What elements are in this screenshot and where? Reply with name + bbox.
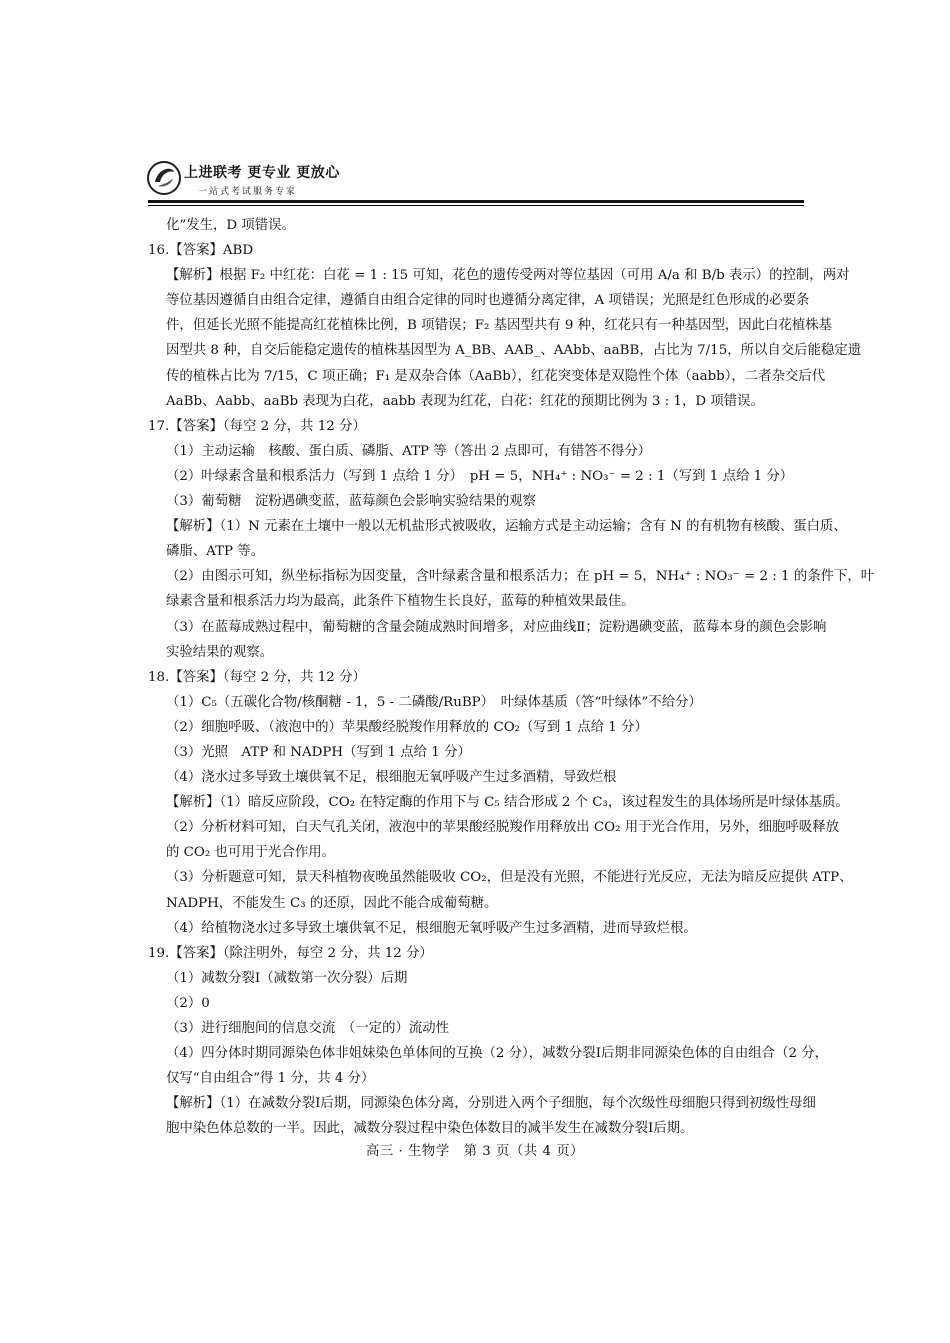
text-line: （2）0 [166,995,210,1011]
brand-title: 上进联考 更专业 更放心 [184,165,340,181]
text-line: 【解析】（1）N 元素在土壤中一般以无机盐形式被吸收，运输方式是主动运输；含有 N 的有机物有核酸、蛋白质、 [166,519,847,535]
text-line: 件，但延长光照不能提高红花植株比例，B 项错误；F₂ 基因型共有 9 种，红花只有一种基因型，因此白花植株基 [166,318,833,334]
page-footer: 高三 · 生物学 第 3 页（共 4 页） [365,1144,585,1159]
header-divider [148,200,804,203]
question-18-answer: 18.【答案】（每空 2 分，共 12 分） [148,669,366,685]
text-line: （2）细胞呼吸、（液泡中的）苹果酸经脱羧作用释放的 CO₂（写到 1 点给 1 分） [166,719,648,735]
header-brand [146,158,806,206]
text-line: 【解析】根据 F₂ 中红花：白花 = 1 : 15 可知，花色的遗传受两对等位基因（可用 A/a 和 B/b 表示）的控制，两对 [166,268,850,284]
text-line: 传的植株占比为 7/15，C 项正确；F₁ 是双杂合体（AaBb），红花突变体是双隐性个体（aabb），二者杂交后代 [166,368,826,384]
text-line: 因型共 8 种，自交后能稳定遗传的植株基因型为 A_BB、AAB_、AAbb、aaBB，占比为 7/15，所以自交后能稳定遗 [166,343,862,359]
text-line: 胞中染色体总数的一半。因此，减数分裂过程中染色体数目的减半发生在减数分裂Ⅰ后期。 [166,1121,694,1137]
text-line: 绿素含量和根系活力均为最高，此条件下植物生长良好，蓝莓的种植效果最佳。 [166,594,635,610]
text-line: （3）进行细胞间的信息交流 （一定的）流动性 [166,1021,450,1036]
question-16-answer: 16.【答案】ABD [148,243,254,259]
answer-content [148,213,875,1141]
text-line: （4）给植物浇水过多导致土壤供氧不足，根细胞无氧呼吸产生过多酒精，进而导致烂根。 [166,920,697,936]
text-line: 化”发生，D 项错误。 [166,218,295,233]
text-line: 的 CO₂ 也可用于光合作用。 [166,845,336,861]
text-line: 磷脂、ATP 等。 [166,544,265,560]
question-17-answer: 17.【答案】（每空 2 分，共 12 分） [148,418,366,434]
text-line: 等位基因遵循自由组合定律，遵循自由组合定律的同时也遵循分离定律，A 项错误；光照是红色形成的必要条 [166,293,810,309]
text-line: 实验结果的观察。 [166,644,274,660]
text-line: 仅写“自由组合”得 1 分，共 4 分） [166,1071,375,1087]
brand-subtitle: 一站式考试服务专家 [198,187,298,197]
text-line: （3）分析题意可知，景天科植物夜晚虽然能吸收 CO₂，但是没有光照，不能进行光反应，无法为暗反应提供 ATP、 [166,870,853,886]
text-line: （3）在蓝莓成熟过程中，葡萄糖的含量会随成熟时间增多，对应曲线Ⅱ；淀粉遇碘变蓝，蓝莓本身的颜色会影响 [166,619,827,635]
text-line: （2）叶绿素含量和根系活力（写到 1 点给 1 分） pH = 5，NH₄⁺ : NO₃⁻ = 2 : 1（写到 1 点给 1 分） [166,468,794,484]
text-line: （3）光照 ATP 和 NADPH（写到 1 点给 1 分） [166,744,471,760]
text-line: （1）C₅（五碳化合物/核酮糖 - 1，5 - 二磷酸/RuBP） 叶绿体基质（答“叶绿体”不给分） [166,694,702,710]
brand-logo-icon [146,160,182,196]
text-line: 【解析】（1）暗反应阶段，CO₂ 在特定酶的作用下与 C₅ 结合形成 2 个 C₃，该过程发生的具体场所是叶绿体基质。 [166,795,849,811]
text-line: （1）减数分裂Ⅰ（减数第一次分裂）后期 [166,970,408,986]
text-line: （4）浇水过多导致土壤供氧不足，根细胞无氧呼吸产生过多酒精，导致烂根 [166,770,617,786]
text-line: （4）四分体时期同源染色体非姐妹染色单体间的互换（2 分），减数分裂Ⅰ后期非同源染色体的自由组合（2 分， [166,1046,829,1062]
header-divider-thin [148,205,804,206]
text-line: NADPH，不能发生 C₃ 的还原，因此不能合成葡萄糖。 [166,895,498,911]
text-line: （1）主动运输 核酸、蛋白质、磷脂、ATP 等（答出 2 点即可，有错答不得分） [166,443,652,459]
text-line: 【解析】（1）在减数分裂Ⅰ后期，同源染色体分离，分别进入两个子细胞，每个次级性母细胞只得到初级性母细 [166,1096,816,1112]
question-19-answer: 19.【答案】（除注明外，每空 2 分，共 12 分） [148,945,433,961]
text-line: （2）分析材料可知，白天气孔关闭，液泡中的苹果酸经脱羧作用释放出 CO₂ 用于光合作用，另外，细胞呼吸释放 [166,820,839,836]
text-line: （2）由图示可知，纵坐标指标为因变量，含叶绿素含量和根系活力；在 pH = 5，NH₄⁺ : NO₃⁻ = 2 : 1 的条件下，叶 [166,569,875,585]
text-line: （3）葡萄糖 淀粉遇碘变蓝，蓝莓颜色会影响实验结果的观察 [166,494,537,510]
text-line: AaBb、Aabb、aaBb 表现为白花，aabb 表现为红花，白花：红花的预期比例为 3 : 1，D 项错误。 [166,393,764,409]
